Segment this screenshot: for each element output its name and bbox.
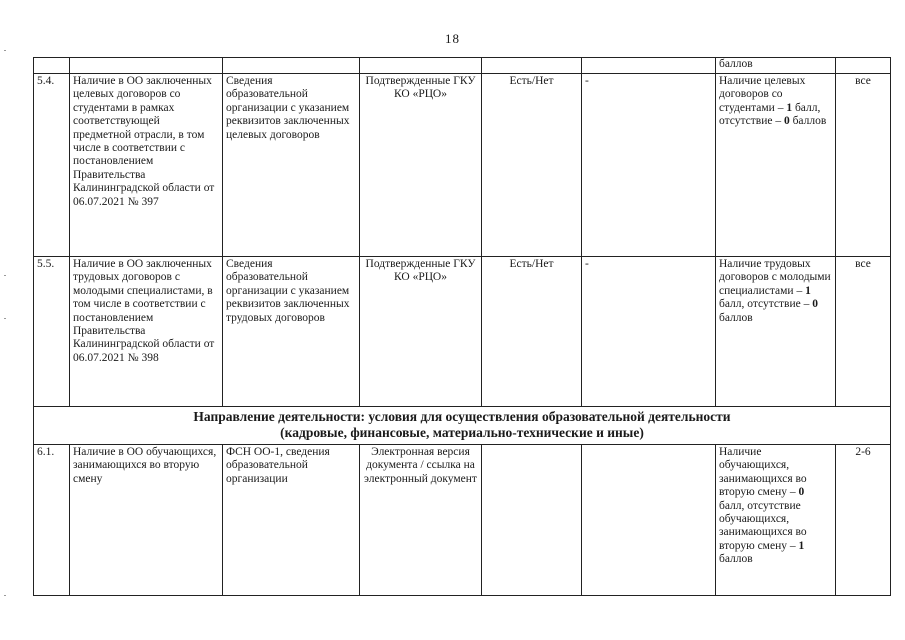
cell-info-source [223,58,360,74]
scan-mark [4,595,6,596]
cell-confirmation [360,58,482,74]
cell-criteria: Наличие целевых договоров со студентами – 1 балл, отсутствие – 0 баллов [716,74,836,257]
cell-applies-to [836,58,891,74]
table-row [34,445,891,596]
cell-num: 5.4. [34,74,70,257]
cell-num: 6.1. [34,445,70,596]
cell-formula [582,445,716,596]
continued-row [34,58,891,74]
cell-confirmation: Электронная версия документа / ссылка на электронный документ [360,445,482,596]
table-row [34,74,891,257]
scan-mark [4,318,6,319]
cell-criteria: Наличие трудовых договоров с молодыми специалистами – 1 балл, отсутствие – 0 баллов [716,257,836,407]
cell-value-type [482,445,582,596]
cell-applies-to: все [836,74,891,257]
cell-criteria: баллов [716,58,836,74]
cell-confirmation: Подтвержденные ГКУ КО «РЦО» [360,257,482,407]
cell-value-type: Есть/Нет [482,257,582,407]
cell-num: 5.5. [34,257,70,407]
cell-info-source: Сведения образовательной организации с указанием реквизитов заключенных целевых договоров [223,74,360,257]
cell-formula [582,58,716,74]
cell-formula: - [582,257,716,407]
cell-indicator: Наличие в ОО заключенных целевых договоров со студентами в рамках соответствующей предметной отрасли, в том числе в соответствии с постановлением Правительства Калининградской области от 06.07.2021 № 397 [70,74,223,257]
scan-mark [4,275,6,276]
cell-criteria: Наличие обучающихся, занимающихся во вторую смену – 0 балл, отсутствие обучающихся, занимающихся во вторую смену – 1 баллов [716,445,836,596]
section-heading-row [34,407,891,445]
cell-confirmation: Подтвержденные ГКУ КО «РЦО» [360,74,482,257]
cell-applies-to: все [836,257,891,407]
cell-info-source: Сведения образовательной организации с указанием реквизитов заключенных трудовых договоров [223,257,360,407]
cell-applies-to: 2-6 [836,445,891,596]
section-heading-line2: (кадровые, финансовые, материально-технические и иные) [280,425,644,440]
section-heading [34,407,891,445]
cell-value-type [482,58,582,74]
criteria-table [33,57,891,596]
section-heading-line1: Направление деятельности: условия для осуществления образовательной деятельности [193,409,731,424]
cell-indicator [70,58,223,74]
cell-indicator: Наличие в ОО обучающихся, занимающихся во вторую смену [70,445,223,596]
cell-value-type: Есть/Нет [482,74,582,257]
table-row [34,257,891,407]
cell-formula: - [582,74,716,257]
cell-indicator: Наличие в ОО заключенных трудовых договоров с молодыми специалистами, в том числе в соответствии с постановлением Правительства Калининградской области от 06.07.2021 № 398 [70,257,223,407]
page-number: 18 [445,31,460,46]
cell-info-source: ФСН ОО-1, сведения образовательной организации [223,445,360,596]
scan-mark [4,50,6,51]
cell-num [34,58,70,74]
